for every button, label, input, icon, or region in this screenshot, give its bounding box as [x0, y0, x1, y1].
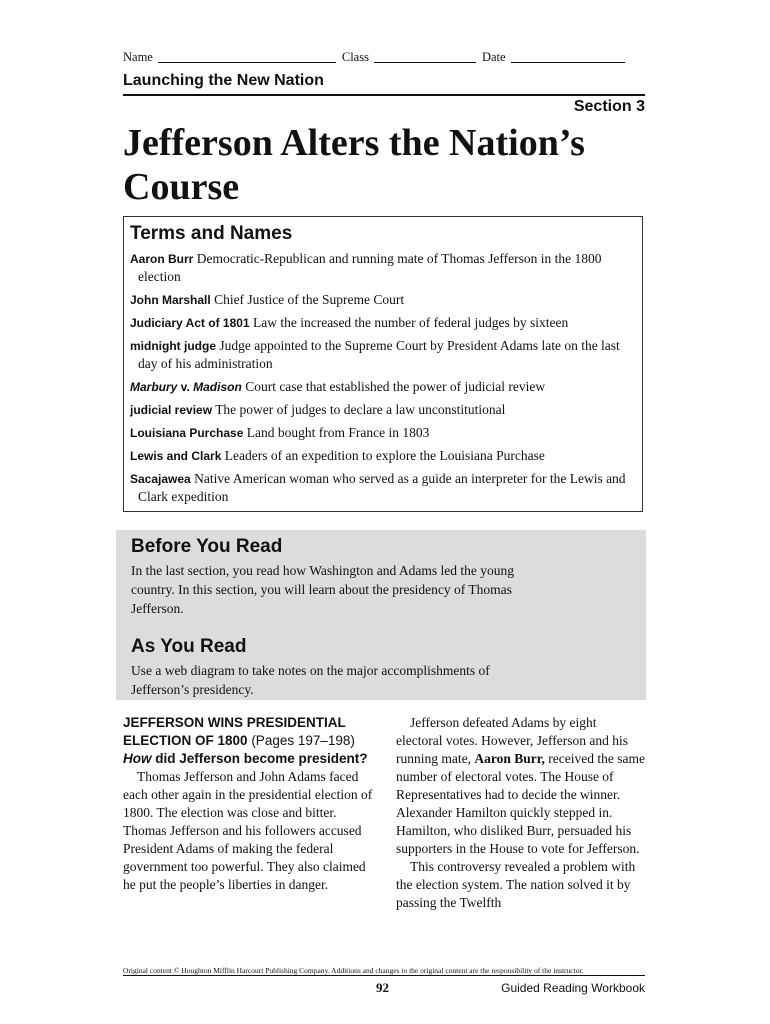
term-definition: Judge appointed to the Supreme Court by President Adams late on the last day of his administration [138, 338, 620, 371]
term-entry-louisiana-purchase [130, 424, 636, 442]
section-heading-text: JEFFERSON WINS PRESIDENTIAL ELECTION OF 1800 [123, 715, 346, 748]
term-definition: Law the increased the number of federal judges by sixteen [252, 315, 569, 330]
key-term-aaron-burr: Aaron Burr, [474, 751, 545, 766]
date-label: Date [481, 50, 506, 64]
term-label: Louisiana Purchase [130, 426, 244, 440]
student-info-line [123, 50, 645, 65]
term-definition: Court case that established the power of judicial review [245, 379, 546, 394]
term-entry-judicial-review [130, 401, 636, 419]
term-entry-midnight-judge [130, 337, 636, 373]
term-entry-john-marshall [130, 291, 636, 309]
term-label: John Marshall [130, 293, 211, 307]
term-definition: Land bought from France in 1803 [246, 425, 430, 440]
term-definition: Chief Justice of the Supreme Court [214, 292, 405, 307]
term-label-marbury: Marbury [130, 380, 178, 394]
term-label: midnight judge [130, 339, 216, 353]
name-blank[interactable] [158, 50, 336, 63]
term-entry-aaron-burr [130, 250, 636, 286]
page-number: 92 [376, 980, 389, 995]
term-entry-lewis-and-clark [130, 447, 636, 465]
paragraph-text: received the same number of electoral votes. The House of Representatives had to decide the winner. Alexander Hamilton quickly stepped in. Hamilton, who disliked Burr, persuaded his supporters in the House to vote for Jefferson. [396, 751, 645, 856]
right-column [396, 714, 646, 912]
class-blank[interactable] [374, 50, 476, 63]
term-entry-marbury-v-madison [130, 378, 636, 396]
paragraph-text: Jefferson defeated Adams by eight electoral votes. However, Jefferson and his running mate, [396, 715, 629, 766]
term-label-versus: v. [177, 380, 194, 394]
body-paragraph: Thomas Jefferson and John Adams faced each other again in the presidential election of 1800. The election was close and bitter. Thomas Jefferson and his followers accused President Adams of making the federal government too powerful. They also claimed he put the people’s liberties in danger. [123, 769, 373, 892]
term-definition: Native American woman who served as a guide an interpreter for the Lewis and Clark expedition [138, 471, 626, 504]
page-title: Jefferson Alters the Nation’s Course [123, 122, 585, 208]
before-you-read-heading: Before You Read [131, 536, 283, 557]
body-paragraph [396, 714, 646, 858]
term-definition: Democratic-Republican and running mate of Thomas Jefferson in the 1800 election [138, 251, 602, 284]
footer-rule [123, 975, 645, 976]
term-label: Aaron Burr [130, 252, 194, 266]
term-definition: Leaders of an expedition to explore the Louisiana Purchase [224, 448, 545, 463]
guiding-question [123, 750, 373, 768]
class-label: Class [341, 50, 369, 64]
left-column [123, 714, 373, 894]
term-label: Sacajawea [130, 472, 191, 486]
section-label: Section 3 [573, 98, 645, 115]
term-label: judicial review [130, 403, 213, 417]
reading-guide-panel [116, 530, 646, 700]
terms-heading: Terms and Names [130, 223, 293, 244]
body-paragraph: This controversy revealed a problem with the election system. The nation solved it by passing the Twelfth [396, 859, 636, 910]
as-you-read-heading: As You Read [131, 636, 247, 657]
term-label: Lewis and Clark [130, 449, 222, 463]
term-definition: The power of judges to declare a law unconstitutional [215, 402, 506, 417]
terms-and-names-box [123, 216, 643, 512]
copyright-note: Original content © Houghton Mifflin Harcourt Publishing Company. Additions and changes to the original content are the responsibility of the instructor. [123, 966, 584, 975]
question-text: did Jefferson become president? [151, 751, 368, 766]
term-entry-sacajawea [130, 470, 636, 506]
section-heading [123, 714, 373, 750]
unit-title: Launching the New Nation [123, 72, 324, 89]
date-blank[interactable] [511, 50, 625, 63]
term-label: Judiciary Act of 1801 [130, 316, 250, 330]
term-entry-judiciary-act [130, 314, 636, 332]
as-you-read-text: Use a web diagram to take notes on the major accomplishments of Jefferson’s presidency. [131, 663, 490, 697]
header-rule [123, 94, 645, 96]
workbook-name: Guided Reading Workbook [501, 981, 645, 995]
term-label-madison: Madison [193, 380, 242, 394]
name-label: Name [123, 50, 153, 64]
question-emphasis: How [123, 751, 152, 766]
page-reference: (Pages 197–198) [251, 733, 355, 748]
before-you-read-text: In the last section, you read how Washington and Adams led the young country. In this section, you will learn about the presidency of Thomas Jefferson. [131, 563, 514, 616]
